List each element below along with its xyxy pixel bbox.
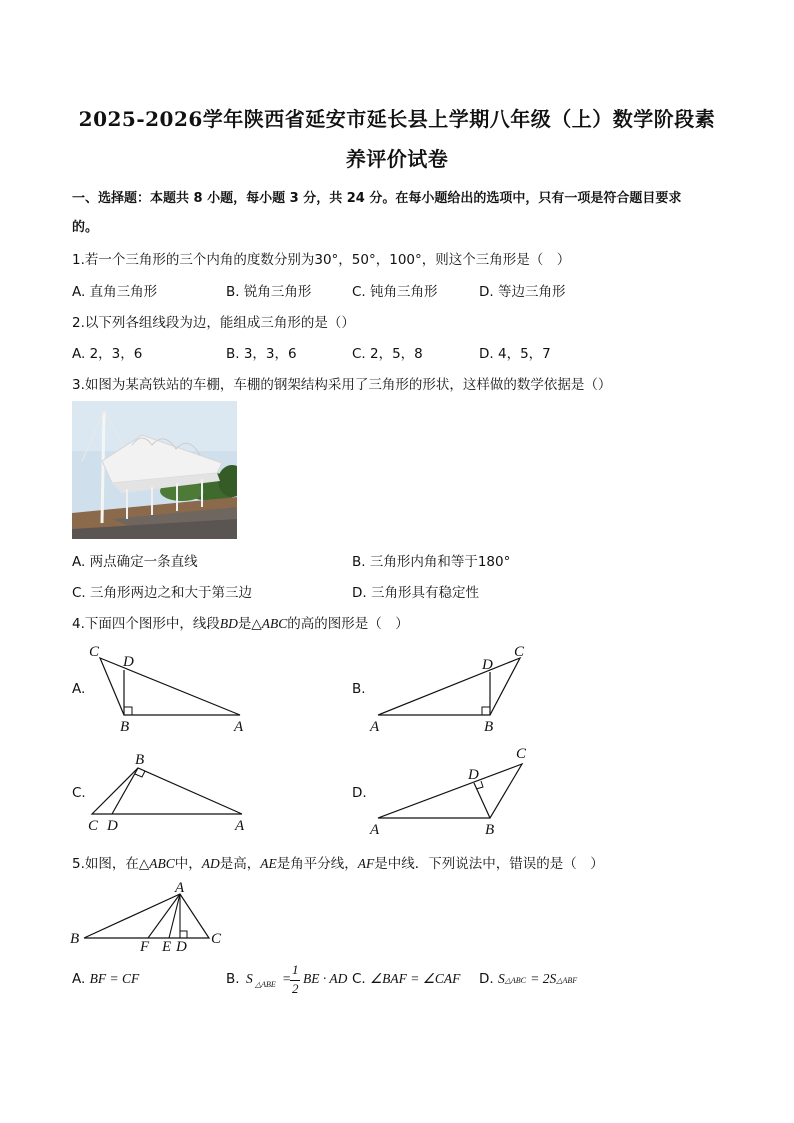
question-4-option-c-label: C. xyxy=(72,785,86,801)
fig5-label-c: C xyxy=(211,931,222,947)
question-5-option-a: A. BF = CF xyxy=(72,971,140,987)
question-5-option-d: D. S△ABC = 2S△ABF xyxy=(479,971,578,987)
fig-b-label-b: B xyxy=(484,719,494,735)
question-3-option-c: C. 三角形两边之和大于第三边 xyxy=(72,585,253,601)
question-4-figure-c xyxy=(80,748,260,840)
fig-a-label-d: D xyxy=(123,654,134,670)
fig-b-label-c: C xyxy=(514,644,525,660)
question-5-stem: 5.如图，在△ABC中，AD是高，AE是角平分线，AF是中线．下列说法中，错误的是（ ） xyxy=(72,856,604,872)
fig5-label-f: F xyxy=(140,939,150,955)
page-title-line-2: 养评价试卷 xyxy=(345,147,449,171)
question-4-option-b-label: B. xyxy=(352,681,366,697)
fig5-label-e: E xyxy=(162,939,172,955)
question-4-option-d-label: D. xyxy=(352,785,367,801)
fig-d-label-b: B xyxy=(485,822,495,838)
fig-a-label-a: A xyxy=(234,719,244,735)
question-4-option-a-label: A. xyxy=(72,681,86,697)
question-2-option-a: A. 2，3，6 xyxy=(72,346,143,362)
question-2-option-b: B. 3，3，6 xyxy=(226,346,297,362)
fig-d-label-a: A xyxy=(370,822,380,838)
carport-photo xyxy=(72,401,237,539)
question-3-stem: 3.如图为某高铁站的车棚，车棚的钢架结构采用了三角形的形状，这样做的数学依据是（） xyxy=(72,377,612,393)
question-1-stem: 1.若一个三角形的三个内角的度数分别为30°，50°，100°，则这个三角形是（ ） xyxy=(72,252,571,268)
fig-d-label-d: D xyxy=(468,767,479,783)
fig5-label-b: B xyxy=(70,931,80,947)
fig-c-label-b: B xyxy=(135,752,145,768)
page-title-line-1: 2025-2026学年陕西省延安市延长县上学期八年级（上）数学阶段素 xyxy=(78,107,716,131)
fig5-label-a: A xyxy=(175,880,185,896)
section-header-line-2: 的。 xyxy=(72,220,99,235)
question-2-option-c: C. 2，5，8 xyxy=(352,346,423,362)
fig5-label-d: D xyxy=(176,939,187,955)
question-2-stem: 2.以下列各组线段为边，能组成三角形的是（） xyxy=(72,315,355,331)
fig-b-label-a: A xyxy=(370,719,380,735)
question-1-option-d: D. 等边三角形 xyxy=(479,284,566,300)
question-3-option-d: D. 三角形具有稳定性 xyxy=(352,585,479,601)
question-4-stem: 4.下面四个图形中，线段BD是△ABC的高的图形是（ ） xyxy=(72,616,409,632)
question-1-option-a: A. 直角三角形 xyxy=(72,284,158,300)
fig-a-label-b: B xyxy=(120,719,130,735)
fig-d-label-c: C xyxy=(516,746,527,762)
question-2-option-d: D. 4，5，7 xyxy=(479,346,551,362)
fig-a-label-c: C xyxy=(89,644,100,660)
fig-c-label-a: A xyxy=(235,818,245,834)
question-1-option-b: B. 锐角三角形 xyxy=(226,284,312,300)
fig-b-label-d: D xyxy=(482,657,493,673)
question-4-figure-d xyxy=(360,742,540,840)
fig-c-label-d: D xyxy=(107,818,118,834)
question-3-option-a: A. 两点确定一条直线 xyxy=(72,554,198,570)
section-header-line-1: 一、选择题：本题共 8 小题，每小题 3 分，共 24 分。在每小题给出的选项中，只有一项是符合题目要求 xyxy=(72,191,682,206)
question-5-figure xyxy=(66,876,236,956)
question-1-option-c: C. 钝角三角形 xyxy=(352,284,438,300)
question-4-figure-b xyxy=(360,640,540,740)
question-5-option-c: C. ∠BAF = ∠CAF xyxy=(352,971,461,987)
fig-c-label-c: C xyxy=(88,818,99,834)
question-3-option-b: B. 三角形内角和等于180° xyxy=(352,554,511,570)
question-4-figure-a xyxy=(80,640,260,740)
